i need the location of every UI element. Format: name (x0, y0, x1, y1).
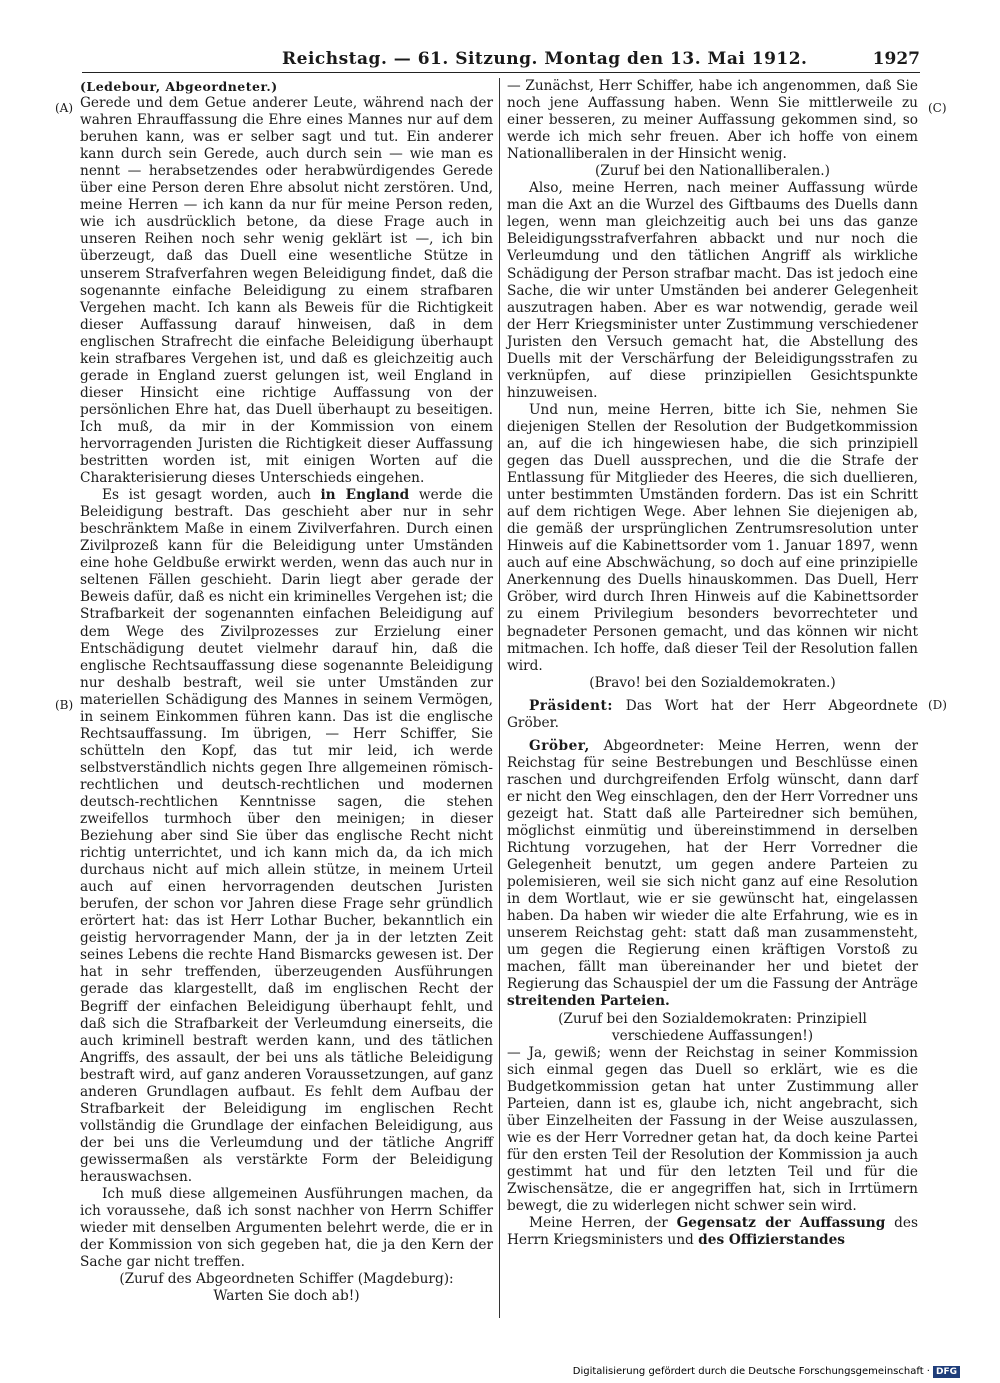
paragraph (507, 1215, 918, 1249)
footer-credit-text: Digitalisierung gefördert durch die Deutsche Forschungsgemeinschaft · (572, 1366, 930, 1377)
speaker-name: Präsident: (529, 697, 613, 714)
footer-credit (573, 1366, 960, 1378)
paragraph (507, 698, 918, 732)
text-span: des Herrn Kriegsministers und (507, 1215, 919, 1249)
page-number: 1927 (872, 49, 920, 69)
running-title: Reichstag. — 61. Sitzung. Montag den 13. Mai 1912. (282, 49, 808, 69)
emphasis: streitenden Parteien. (507, 993, 670, 1010)
running-header (82, 49, 920, 73)
text-span: Meine Herren, der (529, 1215, 668, 1232)
interjection: (Zuruf bei den Nationalliberalen.) (595, 163, 830, 180)
interjection: verschiedene Auffassungen!) (611, 1027, 814, 1044)
text-span: werde die Beleidigung bestraft. Das geschieht aber nur in sehr beschränktem Maße in einem Zivilverfahren. Durch einen Zivilprozeß kann für die Beleidigung unter Umständen eine hohe Geldbuße erwirkt werden, wenn das auch nur in seltenen Fällen geschieht. Darin liegt aber gerade der Beweis dafür, daß es nicht ein kriminelles Vergehen ist; die Strafbarkeit der sogenannten einfachen Beleidigung auf dem Wege des Zivilprozesses zur Erzielung einer Entschädigung deutet vielmehr darauf hin, daß die englische Rechtsauffassung diese sogenannte Beleidigung nur deshalb bestraft, weil sie unter Umständen zur materiellen Schädigung des Mannes in seinem Vermögen, in seinem Einkommen führen kann. Das ist die englische Rechtsauffassung. Im übrigen, — Herr Schiffer, Sie schütteln den Kopf, das tut mir leid, ich werde selbstverständlich nichts gegen Ihre allgemeinen römisch-rechtlichen und deutsch-rechtlichen und modernen deutsch-rechtlichen Kenntnisse sagen, die stehen zweifellos turmhoch über den meinigen; in dieser Beziehung aber sind Sie über das englische Recht nicht richtig unterrichtet, und ich kann mich da, da ich mich durchaus nicht auf mich allein stütze, in meinem Urteil auch auf einen hervorragenden deutschen Juristen berufen, der schon vor Jahren diese Frage sehr gründlich erörtert hat: das ist Herr Lothar Bucher, bekanntlich ein geistig hervorragender Mann, der ja in der letzten Zeit seines Lebens die rechte Hand Bismarcks gewesen ist. Der hat in sehr treffenden, überzeugenden Ausführungen gerade das klargestellt, daß im englischen Recht der Begriff der einfachen Beleidigung überhaupt fehlt, und daß sich die Strafbarkeit der Verleumdung einerseits, die auch kriminell bestraft werden kann, und des tätlichen Angriffs, des assault, der bei uns als tätliche Beleidigung bestraft wird, auf ganz anderen Voraussetzungen, auf ganz anderen Grundlagen aufbaut. Es fehlt dem Aufbau der Strafbarkeit der Beleidigung im englischen Recht vollständig die Grundlage der einfachen Beleidigung, aus der bei uns die Verleumdung und der tätliche Angriff gewissermaßen als verstärkte Form der Beleidigung herauswachsen. (80, 487, 493, 1185)
applause-note: (Bravo! bei den Sozialdemokraten.) (589, 674, 836, 691)
text-span: Es ist gesagt worden, auch (102, 487, 311, 504)
paragraph: Gerede und dem Getue anderer Leute, während nach der wahren Ehrauffassung die Ehre eines Mannes nur auf dem beruhen kann, was er selber sagt und tut. Ein anderer kann durch sein Gerede, auch durch sein — wie man es nennt — herabsetzendes oder herabwürdigendes Gerede über eine Person deren Ehre absolut nicht zerstören. Und, meine Herren — ich kann da nur für meine Person reden, wie ich ausdrücklich betone, da diese Frage auch in unseren Reihen noch sehr wenig geklärt ist —, ich bin überzeugt, daß das Duell eine wesentliche Stütze in unserem Strafverfahren wegen Beleidigung findet, daß die sogenannte einfache Beleidigung zu einem strafbaren Vergehen macht. Ich kann als Beweis für die Richtigkeit dieser Auffassung darauf hinweisen, daß in dem englischen Strafrecht die einfache Beleidigung überhaupt kein strafbares Vergehen ist, und daß es gleichzeitig auch gerade in England zuerst gelungen ist, weil England in dieser Hinsicht eine richtige Auffassung von der persönlichen Ehre hat, das Duell überhaupt zu beseitigen. Ich muß, da mir in der Kommission von einem hervorragenden Juristen die Richtigkeit dieser Auffassung bestritten worden ist, mit einigen Worten auf die Charakterisierung dieses Unterschieds eingehen. (80, 95, 493, 487)
interjection: (Zuruf des Abgeordneten Schiffer (Magdeburg): (119, 1271, 454, 1288)
margin-marker-c: (C) (928, 101, 947, 115)
column-divider (499, 78, 500, 1318)
left-column (80, 78, 493, 1305)
paragraph: Und nun, meine Herren, bitte ich Sie, nehmen Sie diejenigen Stellen der Resolution der Budgetkommission an, auf die ich hingewiesen habe, die sich prinzipiell gegen das Duell aussprechen, und die die Strafe der Entlassung für Mitglieder des Heeres, die sich duellieren, unter bestimmten Umständen fordern. Das ist ein Schritt auf dem richtigen Wege. Aber lehnen Sie diejenigen ab, die gemäß der ursprünglichen Zentrumsresolution unter Hinweis auf die Kabinettsorder vom 1. Januar 1897, wenn auch auf eine Abschwächung, so doch auf eine prinzipielle Anerkennung des Duells hinauskommen. Das Duell, Herr Gröber, wird durch Ihren Hinweis auf die Kabinettsorder zu einem Privilegium besonders bevorrechteter und begnadeter Personen gemacht, und das können wir nicht mitmachen. Ich hoffe, daß dieser Teil der Resolution fallen wird. (507, 401, 918, 674)
paragraph: — Ja, gewiß; wenn der Reichstag in seiner Kommission sich einmal gegen das Duell so erklärt, wie es die Budgetkommission getan hat unter Zustimmung aller Parteien, dann ist es, glaube ich, nicht angebracht, sich über Einzelheiten der Fassung in der Weise auszulassen, wie es der Herr Vorredner getan hat, da doch keine Partei für den ersten Teil der Resolution der Kommission ja auch gestimmt hat und für den letzten Teil und für die Zwischensätze, die er angegriffen hat, sich in Irrtümern bewegt, die zu widerlegen nicht schwer sein wird. (507, 1044, 918, 1215)
header-rule (82, 72, 920, 73)
margin-marker-a: (A) (55, 101, 74, 115)
speaker-name: Gröber, (529, 737, 590, 754)
dfg-logo: DFG (933, 1366, 960, 1378)
margin-marker-d: (D) (928, 698, 947, 712)
right-column (507, 78, 918, 1249)
paragraph: Ich muß diese allgemeinen Ausführungen machen, da ich voraussehe, daß ich sonst nachher von Herrn Schiffer wieder mit denselben Argumenten belehrt werde, die er in der Kommission von sich gegeben hat, die ja den Kern der Sache gar nicht treffen. (80, 1186, 493, 1271)
paragraph: — Zunächst, Herr Schiffer, habe ich angenommen, daß Sie noch jene Auffassung haben. Wenn Sie mittlerweile zu einer besseren, zu meiner Auffassung gekommen sind, so werde ich mich sehr freuen. Aber ich hoffe von einem Nationalliberalen in der Hinsicht wenig. (507, 78, 918, 163)
text-span: Das Wort hat der Herr Abgeordnete Gröber. (507, 697, 918, 731)
emphasis: in England (320, 487, 410, 504)
interjection: Warten Sie doch ab!) (213, 1288, 360, 1305)
paragraph: Also, meine Herren, nach meiner Auffassung würde man die Axt an die Wurzel des Giftbaums des Duells dann legen, wenn man gleichzeitig auch bei uns das ganze Beleidigungsstrafverfahren abbackt und nur noch die Verleumdung und den tätlichen Angriff als wirkliche Schädigung der Person strafbar macht. Das ist jedoch eine Sache, die wir unter Umständen bei anderer Gelegenheit auszutragen haben. Aber es war notwendig, gerade weil der Herr Kriegsminister unter Zustimmung verschiedener Juristen den Versuch gemacht hat, die Abstellung des Duells mit der Verschärfung der Beleidigungsstrafen zu verknüpfen, auf diese prinzipiellen Gesichtspunkte hinzuweisen. (507, 180, 918, 401)
emphasis: Gegensatz der Auffassung (676, 1215, 886, 1232)
margin-marker-b: (B) (55, 698, 74, 712)
interjection: (Zuruf bei den Sozialdemokraten: Prinzipiell (558, 1010, 867, 1027)
text-span: Abgeordneter: Meine Herren, wenn der Reichstag für seine Bestrebungen und Beschlüsse einen raschen und durchgreifenden Erfolg wünscht, dann darf er nicht den Weg einschlagen, den der Herr Vorredner uns gezeigt hat. Statt daß alle Parteiredner sich bemühen, möglichst einmütig und übereinstimmend in derselben Richtung vorzugehen, hat der Herr Vorredner die Gelegenheit benutzt, um gegen andere Parteien zu polemisieren, weil sie sich nicht ganz auf eine Resolution in dem Wortlaut, wie er sie gewünscht hat, eingelassen haben. Da haben wir wieder die alte Erfahrung, wie es in unserem Reichstag geht: statt daß man zusammensteht, um gegen die Regierung einen kräftigen Vorstoß zu machen, fällt man übereinander her und bietet der Regierung das Schauspiel der um die Fassung der Anträge (507, 737, 918, 993)
speaker-note: (Ledebour, Abgeordneter.) (80, 79, 278, 94)
emphasis: des Offizierstandes (698, 1232, 846, 1249)
paragraph (507, 738, 918, 1011)
paragraph (80, 487, 493, 1186)
